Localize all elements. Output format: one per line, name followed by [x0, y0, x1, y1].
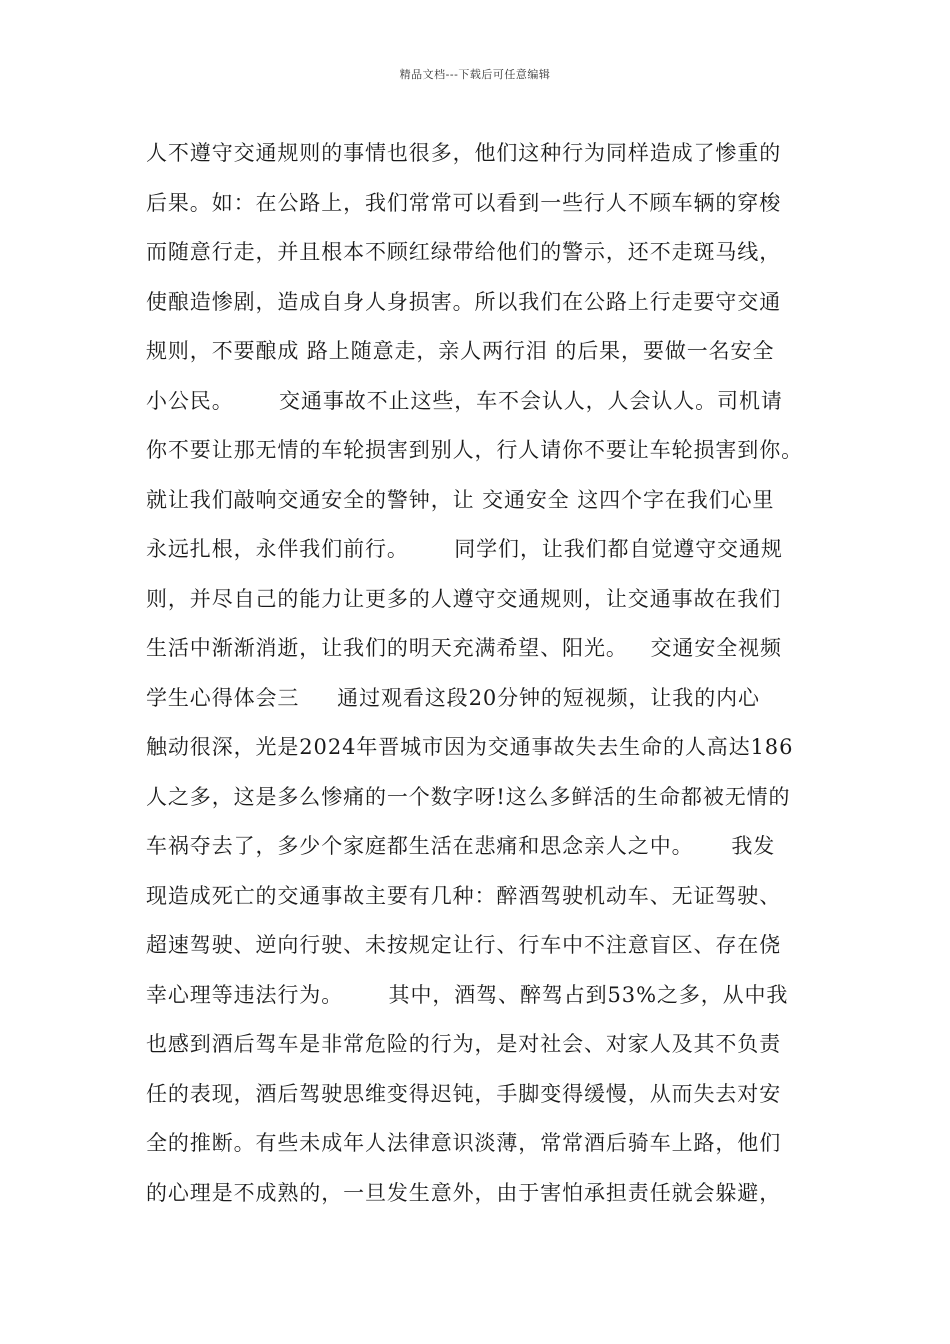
text-line: 也感到酒后驾车是非常危险的行为，是对社会、对家人及其不负责	[146, 1032, 782, 1056]
text-line: 则，并尽自己的能力让更多的人遵守交通规则，让交通事故在我们	[146, 586, 782, 611]
text-line: 后果。如：在公路上，我们常常可以看到一些行人不顾车辆的穿梭	[146, 190, 782, 215]
text-line: 生活中渐渐消逝，让我们的明天充满希望、阳光。 交通安全视频	[146, 636, 782, 660]
text-line: 任的表现，酒后驾驶思维变得迟钝，手脚变得缓慢，从而失去对安	[146, 1081, 782, 1106]
text-line: 而随意行走，并且根本不顾红绿带给他们的警示，还不走斑马线，	[146, 240, 782, 264]
text-line: 幸心理等违法行为。 其中，酒驾、醉驾占到53%之多，从中我	[146, 982, 789, 1007]
document-body	[146, 130, 826, 1219]
text-line: 人不遵守交通规则的事情也很多，他们这种行为同样造成了惨重的	[146, 141, 782, 165]
text-line: 小公民。 交通事故不止这些，车不会认人，人会认人。司机请	[146, 388, 783, 413]
text-line: 你不要让那无情的车轮损害到别人，行人请你不要让车轮损害到你。	[146, 438, 803, 462]
text-line: 超速驾驶、逆向行驶、未按规定让行、行车中不注意盲区、存在侥	[146, 933, 782, 957]
text-line: 的心理是不成熟的，一旦发生意外，由于害怕承担责任就会躲避，	[146, 1180, 782, 1205]
text-line: 人之多，这是多么惨痛的一个数字呀!这么多鲜活的生命都被无情的	[146, 784, 791, 809]
text-line: 使酿造惨剧，造成自身人身损害。所以我们在公路上行走要守交通	[146, 289, 782, 314]
text-line: 就让我们敲响交通安全的警钟，让 交通安全 这四个字在我们心里	[146, 487, 775, 512]
text-line: 全的推断。有些未成年人法律意识淡薄，常常酒后骑车上路，他们	[146, 1131, 782, 1155]
text-line: 现造成死亡的交通事故主要有几种：醉酒驾驶机动车、无证驾驶、	[146, 883, 782, 908]
text-line: 规则，不要酿成 路上随意走，亲人两行泪 的后果，要做一名安全	[146, 339, 775, 363]
page-header: 精品文档---下载后可任意编辑	[399, 68, 551, 81]
text-line: 学生心得体会三 通过观看这段20分钟的短视频，让我的内心	[146, 685, 760, 710]
text-line: 触动很深，光是2024年晋城市因为交通事故失去生命的人高达186	[146, 735, 794, 759]
text-line: 车祸夺去了，多少个家庭都生活在悲痛和思念亲人之中。 我发	[146, 834, 776, 858]
text-line: 永远扎根，永伴我们前行。 同学们，让我们都自觉遵守交通规	[146, 537, 783, 561]
